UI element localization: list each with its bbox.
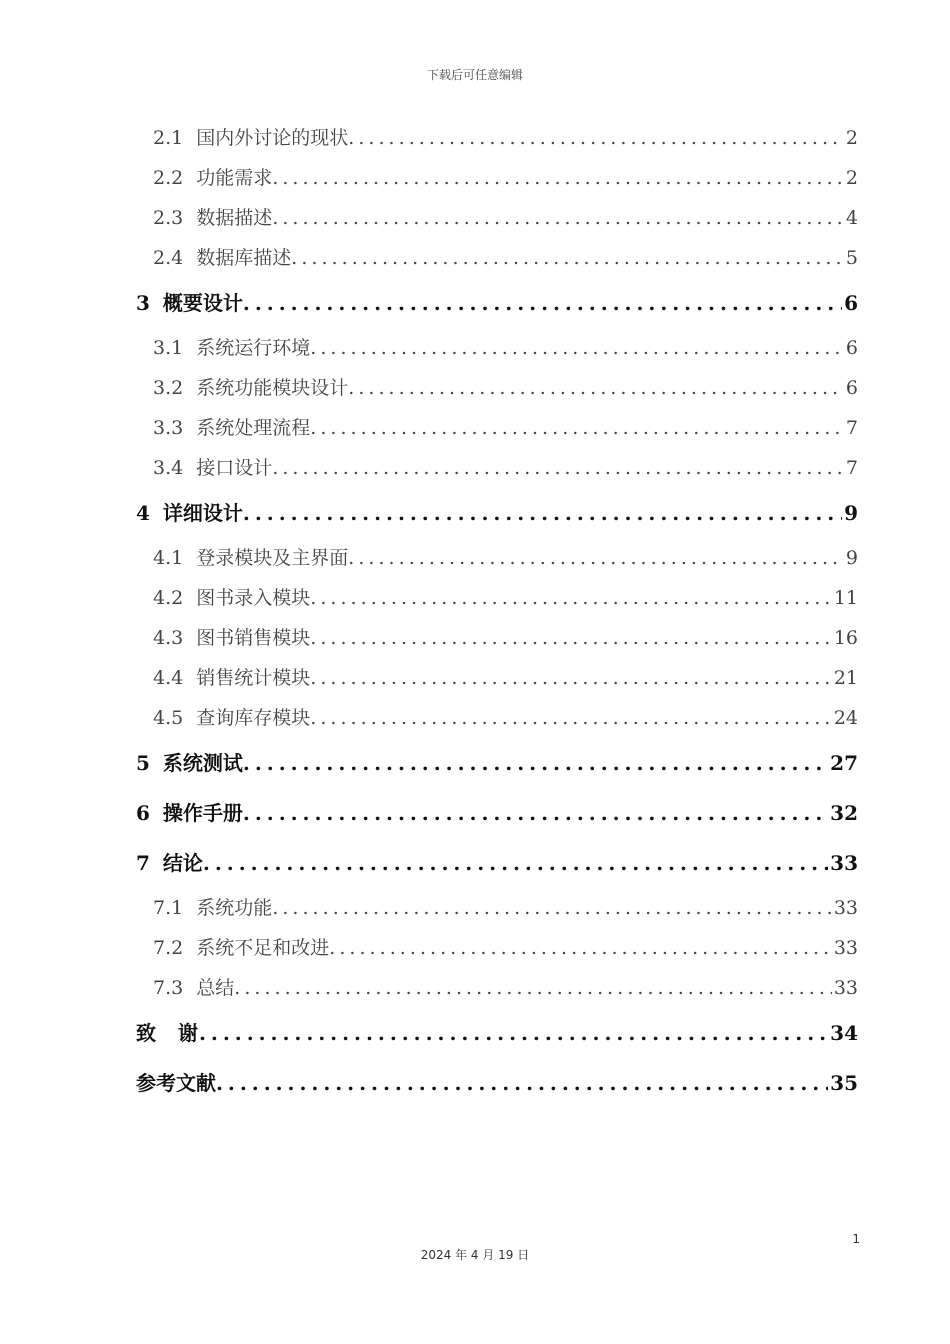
toc-entry-title: 系统功能模块设计: [196, 377, 349, 399]
toc-dot-leader: [310, 328, 844, 368]
toc-entry-title: 功能需求: [196, 167, 273, 189]
toc-entry-title: 系统测试: [162, 751, 243, 775]
page-footer-date: 2024 年 4 月 19 日: [420, 1248, 530, 1262]
toc-entry-number: 5: [136, 751, 150, 775]
toc-entry-page: 9: [845, 547, 858, 569]
toc-dot-leader: [199, 1008, 828, 1058]
toc-entry-page: 33: [830, 851, 858, 875]
toc-entry-page: 33: [833, 897, 858, 919]
toc-entry-page: 16: [833, 627, 858, 649]
toc-entry-title: 数据库描述: [196, 247, 292, 269]
toc-entry-number: 2.4: [153, 247, 184, 269]
toc-section-entry[interactable]: [136, 658, 858, 698]
toc-chapter-entry[interactable]: [136, 278, 858, 328]
toc-entry-title: 接口设计: [196, 457, 273, 479]
toc-dot-leader: [310, 578, 832, 618]
toc-entry-page: 7: [845, 417, 858, 439]
toc-entry-page: 5: [845, 247, 858, 269]
toc-section-entry[interactable]: [136, 968, 858, 1008]
toc-entry-number: 2.3: [153, 207, 184, 229]
toc-entry-number: 6: [136, 801, 150, 825]
toc-chapter-entry[interactable]: [136, 488, 858, 538]
toc-entry-number: 7.2: [153, 937, 184, 959]
toc-chapter-entry[interactable]: [136, 738, 858, 788]
toc-entry-number: 4.2: [153, 587, 184, 609]
toc-entry-number: 2.2: [153, 167, 184, 189]
toc-entry-number: 4.1: [153, 547, 184, 569]
toc-entry-page: 2: [845, 127, 858, 149]
toc-entry-page: 11: [833, 587, 858, 609]
toc-dot-leader: [203, 838, 828, 888]
toc-dot-leader: [272, 198, 844, 238]
toc-section-entry[interactable]: [136, 448, 858, 488]
toc-dot-leader: [310, 618, 832, 658]
toc-dot-leader: [348, 118, 844, 158]
toc-entry-page: 33: [833, 977, 858, 999]
toc-entry-title: 系统功能: [196, 897, 273, 919]
toc-dot-leader: [243, 788, 828, 838]
toc-entry-page: 34: [830, 1021, 858, 1045]
toc-entry-title: 操作手册: [162, 801, 243, 825]
toc-entry-number: 7: [136, 851, 150, 875]
toc-entry-title: 系统运行环境: [196, 337, 311, 359]
toc-entry-title: 国内外讨论的现状: [196, 127, 349, 149]
toc-entry-title: 参考文献: [136, 1071, 216, 1095]
toc-chapter-entry[interactable]: [136, 1008, 858, 1058]
toc-section-entry[interactable]: [136, 698, 858, 738]
toc-dot-leader: [348, 368, 844, 408]
toc-entry-number: 4.5: [153, 707, 184, 729]
toc-entry-page: 6: [845, 337, 858, 359]
toc-chapter-entry[interactable]: [136, 1058, 858, 1108]
table-of-contents: [136, 118, 858, 1108]
toc-section-entry[interactable]: [136, 158, 858, 198]
toc-entry-page: 4: [845, 207, 858, 229]
toc-entry-page: 24: [833, 707, 858, 729]
toc-dot-leader: [243, 488, 842, 538]
toc-section-entry[interactable]: [136, 118, 858, 158]
toc-entry-number: 2.1: [153, 127, 184, 149]
toc-entry-title: 详细设计: [162, 501, 243, 525]
toc-entry-number: 4.3: [153, 627, 184, 649]
toc-dot-leader: [272, 888, 832, 928]
toc-entry-page: 7: [845, 457, 858, 479]
toc-entry-title: 系统不足和改进: [196, 937, 330, 959]
toc-dot-leader: [216, 1058, 828, 1108]
toc-dot-leader: [310, 408, 844, 448]
toc-entry-title: 致 谢: [136, 1021, 199, 1045]
toc-section-entry[interactable]: [136, 888, 858, 928]
toc-entry-title: 系统处理流程: [196, 417, 311, 439]
toc-entry-title: 图书录入模块: [196, 587, 311, 609]
toc-chapter-entry[interactable]: [136, 838, 858, 888]
toc-dot-leader: [329, 928, 832, 968]
toc-entry-number: 3.4: [153, 457, 184, 479]
toc-entry-title: 总结: [196, 977, 235, 999]
toc-entry-page: 27: [830, 751, 858, 775]
toc-entry-number: 4.4: [153, 667, 184, 689]
toc-chapter-entry[interactable]: [136, 788, 858, 838]
toc-entry-number: 3.3: [153, 417, 184, 439]
page-header: 下载后可任意编辑: [426, 68, 523, 82]
toc-section-entry[interactable]: [136, 408, 858, 448]
toc-entry-page: 6: [845, 377, 858, 399]
toc-dot-leader: [272, 158, 844, 198]
toc-entry-page: 2: [845, 167, 858, 189]
toc-section-entry[interactable]: [136, 198, 858, 238]
toc-dot-leader: [348, 538, 844, 578]
toc-entry-page: 21: [833, 667, 858, 689]
toc-dot-leader: [234, 968, 832, 1008]
toc-entry-number: 3: [136, 291, 150, 315]
toc-section-entry[interactable]: [136, 618, 858, 658]
toc-entry-page: 6: [844, 291, 858, 315]
toc-entry-number: 3.1: [153, 337, 184, 359]
toc-entry-page: 9: [844, 501, 858, 525]
toc-entry-title: 概要设计: [162, 291, 243, 315]
toc-entry-page: 33: [833, 937, 858, 959]
toc-entry-title: 销售统计模块: [196, 667, 311, 689]
toc-entry-title: 图书销售模块: [196, 627, 311, 649]
toc-dot-leader: [243, 738, 828, 788]
toc-entry-number: 7.1: [153, 897, 184, 919]
toc-dot-leader: [310, 658, 832, 698]
toc-entry-title: 查询库存模块: [196, 707, 311, 729]
toc-section-entry[interactable]: [136, 238, 858, 278]
toc-section-entry[interactable]: [136, 368, 858, 408]
toc-section-entry[interactable]: [136, 328, 858, 368]
toc-entry-number: 4: [136, 501, 150, 525]
toc-entry-page: 32: [830, 801, 858, 825]
toc-section-entry[interactable]: [136, 538, 858, 578]
page-number: 1: [852, 1232, 860, 1246]
toc-entry-title: 登录模块及主界面: [196, 547, 349, 569]
toc-dot-leader: [310, 698, 832, 738]
toc-entry-number: 3.2: [153, 377, 184, 399]
toc-dot-leader: [272, 448, 844, 488]
toc-entry-title: 结论: [162, 851, 203, 875]
toc-entry-number: 7.3: [153, 977, 184, 999]
toc-dot-leader: [291, 238, 844, 278]
toc-entry-page: 35: [830, 1071, 858, 1095]
toc-entry-title: 数据描述: [196, 207, 273, 229]
toc-section-entry[interactable]: [136, 928, 858, 968]
toc-dot-leader: [243, 278, 842, 328]
toc-section-entry[interactable]: [136, 578, 858, 618]
